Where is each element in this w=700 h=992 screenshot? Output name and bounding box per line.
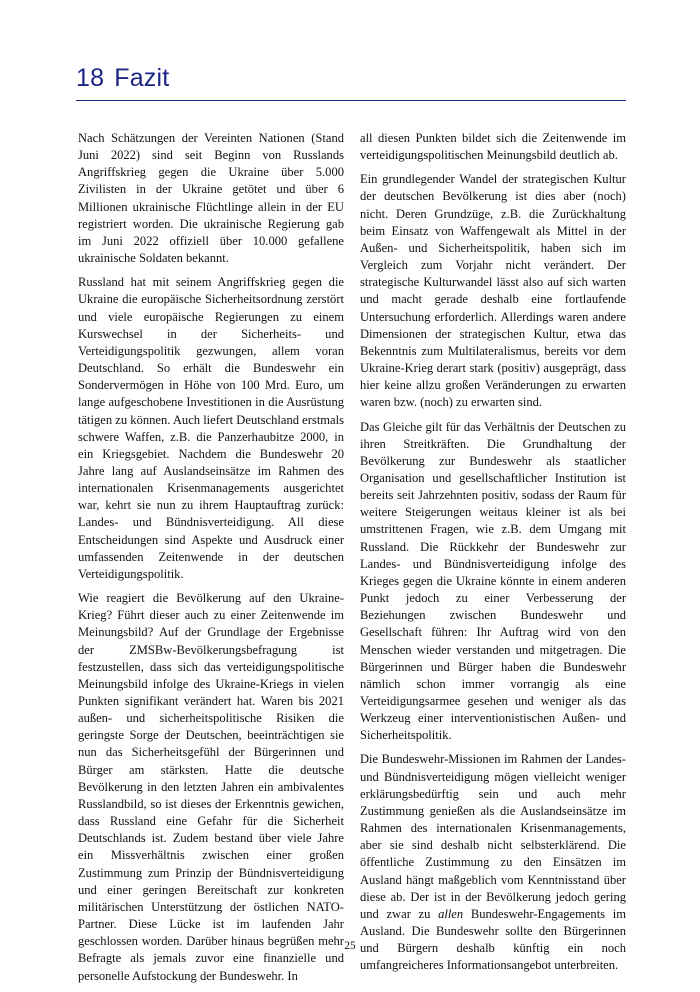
chapter-title: Fazit [114,64,170,92]
paragraph-text: Bundeswehr-Engagements im Ausland. Die Bundeswehr sollte den Bürgerinnen und Bürgern deshalb künftig ein noch umfangreicheres Informationsangebot unterbreiten. [360,906,626,973]
right-column [360,130,626,982]
paragraph-text: Die Bundeswehr-Missionen im Rahmen der Landes- und Bündnisverteidigung mögen vielleicht weniger erklärungsbedürftig sein und auch mehr Zustimmung genießen als die Auslandseinsätze im Rahmen des internationalen Krisenmanagements, aber sie sind deshalb nicht selbsterklärend. Die öffentliche Zustimmung zu den Einsätzen im Ausland hängt maßgeblich vom Kenntnisstand über diese ab. Der ist in der Bevölkerung jedoch gering und zwar zu [360,752,626,921]
page-number: 25 [344,940,356,952]
emphasis-text: allen [438,906,464,921]
left-column [78,130,344,992]
paragraph: Das Gleiche gilt für das Verhältnis der Deutschen zu ihren Streitkräften. Die Grundhaltung der Bevölkerung zur Bundeswehr als staatlicher Organisation und gesellschaftlicher Institution ist bereits seit Jahrzehnten positiv, sodass der Raum für weitere Steigerungen weitaus kleiner ist als bei umstrittenen Fragen, wie z.B. dem Umgang mit Russland. Die Rückkehr der Bundeswehr zur Landes- und Bündnisverteidigung infolge des Krieges gegen die Ukraine könnte in einem anderen Punkt jedoch zu einer Verbesserung der Beziehungen zwischen Bundeswehr und Gesellschaft führen: Ihr Auftrag wird von den Menschen wieder verstanden und mitgetragen. Die Bürgerinnen und Bürger haben die Bundeswehr nämlich schon immer vorrangig als eine Verteidigungsarmee gesehen und weniger als das Werkzeug einer interventionistischen Außen- und Sicherheitspolitik. [360,419,626,743]
chapter-heading [76,64,169,93]
paragraph: Ein grundlegender Wandel der strategischen Kultur der deutschen Bevölkerung ist dies aber (noch) nicht. Deren Grundzüge, z.B. die Zurückhaltung beim Einsatz von Waffengewalt als Mittel in der Außen- und Sicherheitspolitik, haben sich im Vergleich zum Vorjahr nicht verändert. Der strategische Kulturwandel lässt also auf sich warten und macht gerade deshalb eine fortlaufende Untersuchung erforderlich. Allerdings waren andere Dimensionen der strategischen Kultur, etwa das Bekenntnis zum Multilateralismus, bereits vor dem Ukraine-Krieg derart stark (positiv) ausgeprägt, dass hier keine allzu großen Veränderungen zu erwarten waren bzw. (noch) zu erwarten sind. [360,172,626,410]
paragraph: Russland hat mit seinem Angriffskrieg gegen die Ukraine die europäische Sicherheitsordnung zerstört und viele europäische Regierungen zu einem Kurswechsel in der Sicherheits- und Verteidigungspolitik gezwungen, allem voran Deutschland. So erhält die Bundeswehr ein Sondervermögen in Höhe von 100 Mrd. Euro, um lange aufgeschobene Investitionen in die Ausrüstung tätigen zu können. Auch liefert Deutschland erstmals schwere Waffen, z.B. die Panzerhaubitze 2000, in ein Kriegsgebiet. Nachdem die Bundeswehr 20 Jahre lang auf Auslandseinsätze im Rahmen des internationalen Krisenmanagements ausgerichtet war, kehrt sie nun zu ihrem Hauptauftrag zurück: Landes- und Bündnisverteidigung. All diese Entscheidungen sind Aspekte und Ausdruck einer umfassenden Zeitenwende in der deutschen Verteidigungspolitik. [78,275,344,581]
heading-rule [76,100,626,101]
chapter-number: 18 [76,64,105,92]
paragraph: Nach Schätzungen der Vereinten Nationen (Stand Juni 2022) sind seit Beginn von Russlands Angriffskrieg gegen die Ukraine über 5.000 Zivilisten in der Ukraine getötet und über 6 Millionen ukrainische Flüchtlinge allein in der EU registriert worden. Die ukrainische Regierung gab im Juni 2022 offiziell über 10.000 gefallene ukrainische Soldaten bekannt. [78,131,344,266]
paragraph: all diesen Punkten bildet sich die Zeitenwende im verteidigungspolitischen Meinungsbild deutlich ab. [360,131,626,163]
paragraph: Wie reagiert die Bevölkerung auf den Ukraine-Krieg? Führt dieser auch zu einer Zeitenwende im Meinungsbild? Auf der Grundlage der Ergebnisse der ZMSBw-Bevölkerungsbefragung ist festzustellen, dass sich das verteidigungspolitische Meinungsbild infolge des Ukraine-Kriegs in vielen Punkten signifikant verändert hat. Waren bis 2021 außen- und sicherheitspolitische Risiken die geringste Sorge der Deutschen, beeinträchtigen sie nun das Sicherheitsgefühl der Bürgerinnen und Bürger am stärksten. Hatte die deutsche Bevölkerung in den letzten Jahren ein ambivalentes Russlandbild, so ist dieses der Erkenntnis gewichen, dass Russland eine Gefahr für die Sicherheit Deutschlands ist. Zudem bestand über viele Jahre ein Missverhältnis zwischen einer großen Zustimmung zum Prinzip der Bündnisverteidigung und einer geringen Bereitschaft zur konkreten militärischen Unterstützung der östlichen NATO-Partner. Diese Lücke ist im laufenden Jahr geschlossen worden. Darüber hinaus begrüßen mehr Befragte als jemals zuvor eine finanzielle und personelle Aufstockung der Bundeswehr. In [78,591,344,983]
